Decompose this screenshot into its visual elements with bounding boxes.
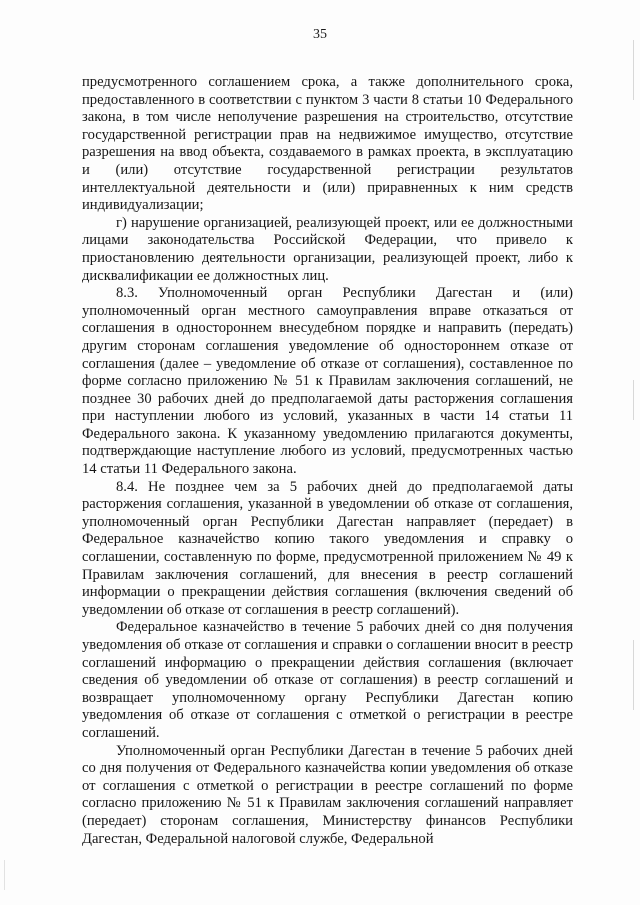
scan-edge-line	[633, 640, 634, 710]
paragraph: г) нарушение организацией, реализующей проект, или ее должностными лицами законодательства Российской Федерации, что привело к приостановлению деятельности организации, реализующей проект, либо к дисквалификации ее должностных лиц.	[82, 214, 573, 284]
paragraph: 8.3. Уполномоченный орган Республики Дагестан и (или) уполномоченный орган местного самоуправления вправе отказаться от соглашения в одностороннем внесудебном порядке и направить (передать) другим сторонам соглашения уведомление об одностороннем отказе от соглашения (далее – уведомление об отказе от соглашения), составленное по форме согласно приложению № 51 к Правилам заключения соглашений, не позднее 30 рабочих дней до предполагаемой даты расторжения соглашения при наступлении любого из условий, указанных в части 14 статьи 11 Федерального закона. К указанному уведомлению прилагаются документы, подтверждающие наступление любого из условий, предусмотренных частью 14 статьи 11 Федерального закона.	[82, 285, 573, 478]
paragraph: Уполномоченный орган Республики Дагестан в течение 5 рабочих дней со дня получения от Федерального казначейства копии уведомления об отказе от соглашения с отметкой о регистрации в реестре соглашений по форме согласно приложению № 51 к Правилам заключения соглашений направляет (передает) сторонам соглашения, Министерству финансов Республики Дагестан, Федеральной налоговой службе, Федеральной	[82, 742, 573, 847]
paragraph: 8.4. Не позднее чем за 5 рабочих дней до предполагаемой даты расторжения соглашения, указанной в уведомлении об отказе от соглашения, уполномоченный орган Республики Дагестан направляет (передает) в Федеральное казначейство копию такого уведомления и справку о соглашении, составленную по форме, предусмотренной приложением № 49 к Правилам заключения соглашений, для внесения в реестр соглашений информации о прекращении действия соглашения (включения сведений об уведомлении об отказе от соглашения в реестр соглашений).	[82, 478, 573, 618]
paragraph: Федеральное казначейство в течение 5 рабочих дней со дня получения уведомления об отказе от соглашения и справки о соглашении вносит в реестр соглашений информацию о прекращении действия соглашения (включает сведения об уведомлении об отказе от соглашения) в реестр соглашений и возвращает уполномоченному органу Республики Дагестан копию уведомления об отказе от соглашения с отметкой о регистрации в реестре соглашений.	[82, 619, 573, 741]
scan-edge-line	[4, 860, 5, 890]
paragraph: предусмотренного соглашением срока, а также дополнительного срока, предоставленного в соответствии с пунктом 3 части 8 статьи 10 Федерального закона, в том числе неполучение разрешения на строительство, отсутствие государственной регистрации прав на недвижимое имущество, отсутствие разрешения на ввод объекта, создаваемого в рамках проекта, в эксплуатацию и (или) отсутствие государственной регистрации результатов интеллектуальной деятельности и (или) приравненных к ним средств индивидуализации;	[82, 74, 573, 214]
scan-edge-line	[633, 380, 634, 420]
document-body	[82, 74, 573, 848]
scan-edge-line	[633, 40, 634, 100]
page-number: 35	[313, 27, 327, 42]
